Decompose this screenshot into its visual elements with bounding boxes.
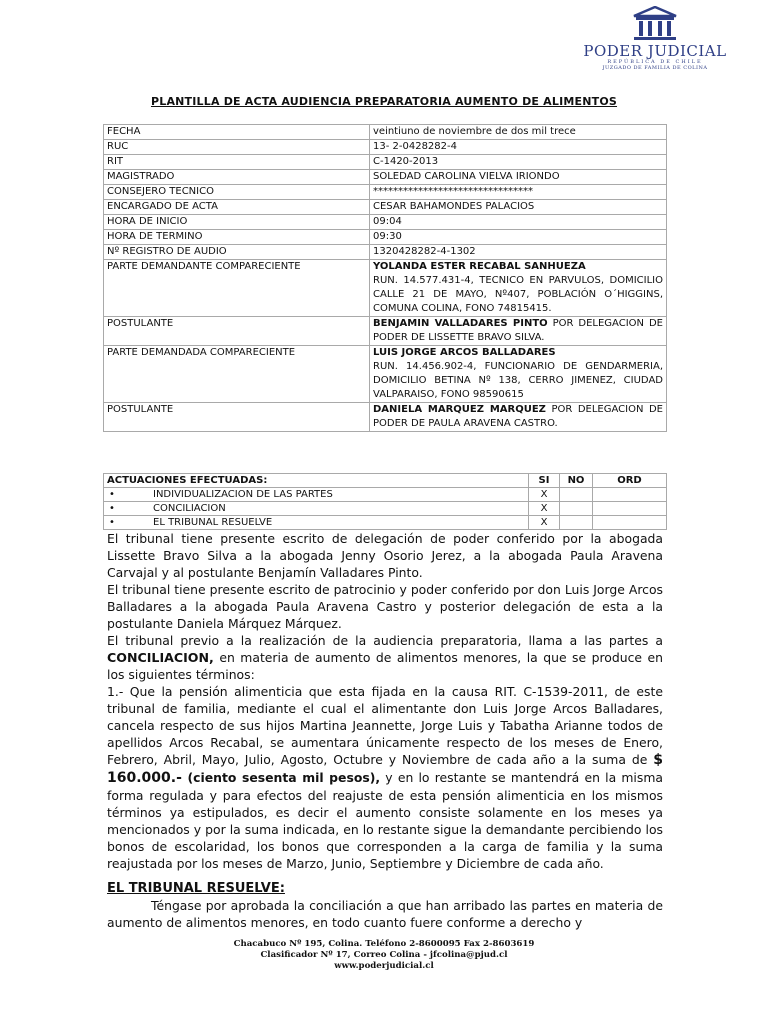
actuacion-label: INDIVIDUALIZACION DE LAS PARTES — [153, 489, 333, 500]
paragraph-patrocinio: El tribunal tiene presente escrito de patrocinio y poder conferido por don Luis Jorge Arcos Balladares a la abogada Paula Aravena Castro y posterior delegación de esta a la postulante Daniela Márquez Márquez. — [107, 582, 663, 631]
table-row — [104, 200, 667, 215]
si-mark: X — [529, 516, 560, 530]
demandante-value — [370, 260, 667, 317]
table-row — [104, 125, 667, 140]
fecha-label: FECHA — [104, 125, 370, 140]
si-mark: X — [529, 502, 560, 516]
paragraph-conciliacion — [107, 632, 663, 683]
no-mark — [560, 488, 593, 502]
table-row — [104, 155, 667, 170]
no-mark — [560, 502, 593, 516]
paragraph-pension — [107, 683, 663, 872]
hora-termino-value: 09:30 — [370, 230, 667, 245]
no-mark — [560, 516, 593, 530]
consejero-value: ******************************** — [370, 185, 667, 200]
document-title: PLANTILLA DE ACTA AUDIENCIA PREPARATORIA AUMENTO DE ALIMENTOS — [150, 95, 618, 108]
actuacion-cell — [104, 502, 529, 516]
rit-label: RIT — [104, 155, 370, 170]
postulante-detail: POR DELEGACION DE PODER DE LISSETTE BRAVO SILVA. — [373, 318, 663, 343]
actuacion-cell — [104, 516, 529, 530]
table-row — [104, 403, 667, 432]
postulante-name: BENJAMIN VALLADARES PINTO — [373, 318, 548, 329]
column-ord: ORD — [593, 474, 667, 488]
table-row — [104, 230, 667, 245]
table-row — [104, 346, 667, 403]
paragraph-text: 1.- Que la pensión alimenticia que esta fijada en la causa RIT. C-1539-2011, de este tribunal de familia, mediante el cual el alimentante don Luis Jorge Arcos Balladares, cancela respecto de sus hijos Martina Jeannette, Jorge Luis y Tabatha Arianne todos de apellidos Arcos Recabal, se aumentara únicamente respecto de los meses de Enero, Febrero, Abril, Mayo, Julio, Agosto, Octubre y Noviembre de cada año a la suma de — [107, 684, 663, 767]
hora-inicio-label: HORA DE INICIO — [104, 215, 370, 230]
postulante-name: DANIELA MARQUEZ MARQUEZ — [373, 404, 546, 415]
paragraph-delegacion: El tribunal tiene presente escrito de delegación de poder conferido por la abogada Lissette Bravo Silva a la abogada Jenny Osorio Jerez, a la abogada Paula Aravena Carvajal y al postulante Benjamín Valladares Pinto. — [107, 531, 663, 580]
resolution-heading: EL TRIBUNAL RESUELVE: — [107, 881, 285, 896]
pension-amount-words: (ciento sesenta mil pesos), — [181, 770, 381, 785]
table-row — [104, 502, 667, 516]
audio-value: 1320428282-4-1302 — [370, 245, 667, 260]
ord-mark — [593, 488, 667, 502]
acta-body — [107, 530, 663, 931]
postulante-label: POSTULANTE — [104, 317, 370, 346]
courthouse-icon — [630, 6, 680, 42]
table-row — [104, 140, 667, 155]
hora-inicio-value: 09:04 — [370, 215, 667, 230]
demandante-name: YOLANDA ESTER RECABAL SANHUEZA — [373, 261, 586, 272]
si-mark: X — [529, 488, 560, 502]
ord-mark — [593, 502, 667, 516]
actuacion-cell — [104, 488, 529, 502]
actuaciones-header: ACTUACIONES EFECTUADAS: — [104, 474, 529, 488]
logo-subtitle-court: JUZGADO DE FAMILIA DE COLINA — [602, 65, 708, 71]
demandada-value — [370, 346, 667, 403]
actuaciones-table — [103, 473, 667, 530]
rit-value: C-1420-2013 — [370, 155, 667, 170]
conciliacion-emphasis: CONCILIACION, — [107, 650, 214, 665]
footer-address: Chacabuco Nº 195, Colina. Teléfono 2-8600095 Fax 2-8603619 — [233, 939, 535, 949]
bullet-icon: • — [109, 489, 115, 500]
postulante-value — [370, 403, 667, 432]
magistrado-label: MAGISTRADO — [104, 170, 370, 185]
column-no: NO — [560, 474, 593, 488]
page-footer — [0, 939, 768, 972]
demandada-label: PARTE DEMANDADA COMPARECIENTE — [104, 346, 370, 403]
paragraph-text: en materia de aumento de alimentos menores, la que se produce en los siguientes términos: — [107, 650, 663, 682]
paragraph-text: y en lo restante se mantendrá en la misma forma regulada y para efectos del reajuste de esta pensión alimenticia en los mismos términos ya estipulados, es decir el aumento consiste solamente en los meses ya mencionados y por la suma indicada, en lo restante sigue la demandante percibiendo los bonos de escolaridad, los bonos que corresponden a la carga de familia y la suma reajustada por los meses de Marzo, Junio, Septiembre y Diciembre de cada año. — [107, 770, 663, 871]
bullet-icon: • — [109, 517, 115, 528]
pension-amount: $ 160.000.- — [107, 752, 663, 786]
paragraph-text: El tribunal previo a la realización de la audiencia preparatoria, llama a las partes a — [107, 633, 663, 648]
demandada-name: LUIS JORGE ARCOS BALLADARES — [373, 347, 556, 358]
actuacion-label: EL TRIBUNAL RESUELVE — [153, 517, 273, 528]
hora-termino-label: HORA DE TERMINO — [104, 230, 370, 245]
magistrado-value: SOLEDAD CAROLINA VIELVA IRIONDO — [370, 170, 667, 185]
footer-contact: Clasificador Nº 17, Correo Colina - jfcolina@pjud.cl — [260, 950, 508, 960]
demandada-detail: RUN. 14.456.902-4, FUNCIONARIO DE GENDARMERIA, DOMICILIO BETINA Nº 138, CERRO JIMENEZ, CIUDAD VALPARAISO, FONO 98590615 — [373, 361, 663, 400]
table-header-row — [104, 474, 667, 488]
table-row — [104, 215, 667, 230]
postulante-detail: POR DELEGACION DE PODER DE PAULA ARAVENA CASTRO. — [373, 404, 663, 429]
footer-website: www.poderjudicial.cl — [334, 961, 434, 971]
demandante-detail: RUN. 14.577.431-4, TECNICO EN PARVULOS, DOMICILIO CALLE 21 DE MAYO, Nº407, POBLACIÓN O´HIGGINS, COMUNA COLINA, FONO 74815415. — [373, 275, 663, 314]
table-row — [104, 516, 667, 530]
table-row — [104, 185, 667, 200]
encargado-label: ENCARGADO DE ACTA — [104, 200, 370, 215]
bullet-icon: • — [109, 503, 115, 514]
table-row — [104, 488, 667, 502]
actuacion-label: CONCILIACION — [153, 503, 226, 514]
ruc-value: 13- 2-0428282-4 — [370, 140, 667, 155]
logo-title: PODER JUDICIAL — [583, 42, 727, 60]
paragraph-resolution: Téngase por aprobada la conciliación a que han arribado las partes en materia de aumento de alimentos menores, en todo cuanto fuere conforme a derecho y — [107, 898, 663, 930]
table-row — [104, 260, 667, 317]
ruc-label: RUC — [104, 140, 370, 155]
table-row — [104, 170, 667, 185]
table-row — [104, 245, 667, 260]
poder-judicial-logo — [566, 6, 744, 76]
table-row — [104, 317, 667, 346]
demandante-label: PARTE DEMANDANTE COMPARECIENTE — [104, 260, 370, 317]
postulante-label: POSTULANTE — [104, 403, 370, 432]
hearing-info-table — [103, 124, 667, 432]
encargado-value: CESAR BAHAMONDES PALACIOS — [370, 200, 667, 215]
audio-label: Nº REGISTRO DE AUDIO — [104, 245, 370, 260]
column-si: SI — [529, 474, 560, 488]
ord-mark — [593, 516, 667, 530]
fecha-value: veintiuno de noviembre de dos mil trece — [370, 125, 667, 140]
consejero-label: CONSEJERO TECNICO — [104, 185, 370, 200]
postulante-value — [370, 317, 667, 346]
logo-subtitle: REPÚBLICA DE CHILE — [607, 59, 703, 65]
